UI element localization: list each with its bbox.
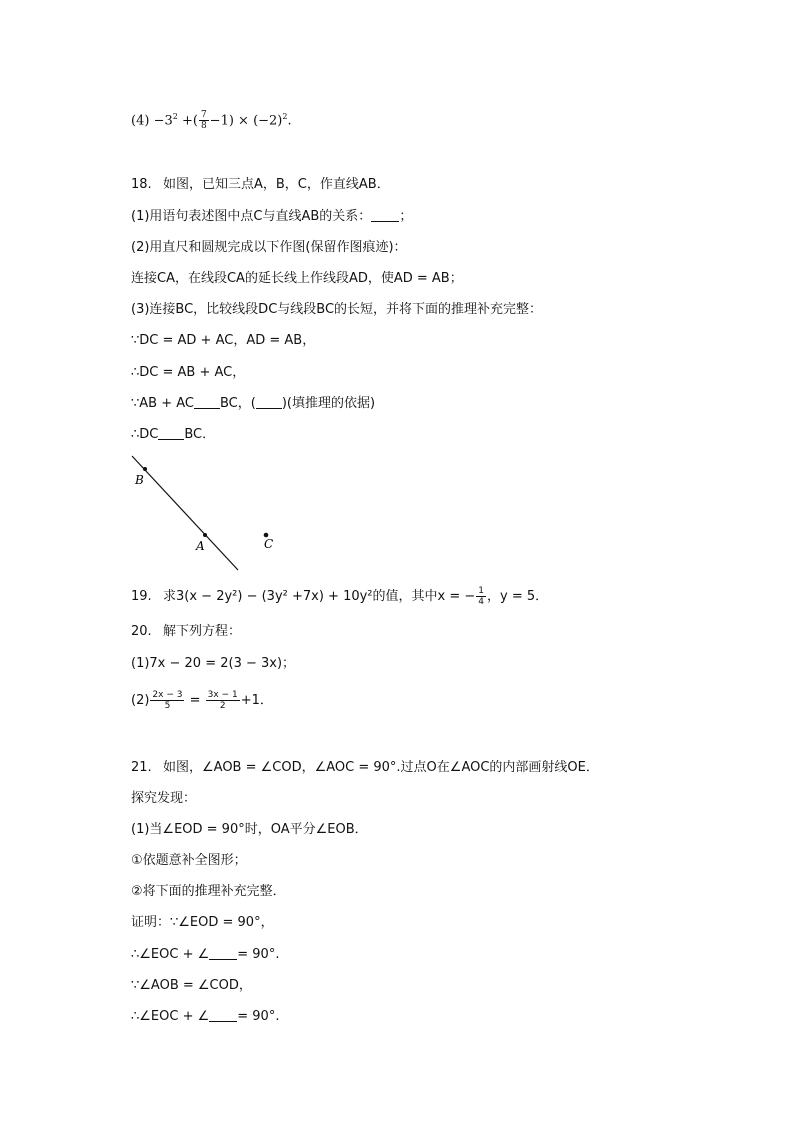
q18-line-6: ∴DC = AB + AC， <box>131 365 246 380</box>
line-ab <box>132 456 238 570</box>
q21-line-8 <box>131 1008 279 1026</box>
sub-label: (4) <box>131 113 150 129</box>
problem-17-4 <box>131 108 292 131</box>
exponent: 2 <box>282 112 288 121</box>
label-b: B <box>135 473 144 487</box>
equals-sign: = <box>189 693 201 708</box>
q18-line-3: 连接CA，在线段CA的延长线上作线段AD，使AD = AB； <box>131 271 463 286</box>
q21-line-2: (1)当∠EOD = 90°时，OA平分∠EOB． <box>131 822 368 837</box>
text: BC． <box>184 427 216 442</box>
label-a: A <box>196 539 205 553</box>
text: (1)用语句表述图中点C与直线AB的关系： <box>131 209 372 224</box>
question-text: ，y = 5． <box>487 589 549 604</box>
denominator: 5 <box>164 701 171 711</box>
answer-blank[interactable] <box>209 946 237 960</box>
numerator: 1 <box>478 586 484 596</box>
denominator: 8 <box>200 121 207 132</box>
text: ∴∠EOC + ∠ <box>131 947 210 962</box>
text: = 90°. <box>237 1009 280 1024</box>
q21-line-3: ①依题意补全图形； <box>131 853 247 868</box>
q20-title <box>131 623 241 641</box>
q18-line-1 <box>131 208 412 226</box>
numerator: 7 <box>200 110 207 121</box>
text: )(填推理的依据) <box>281 396 376 411</box>
q21-line-1: 探究发现： <box>131 791 197 806</box>
question-text: 如图，已知三点A，B，C，作直线AB． <box>163 177 390 192</box>
q18-figure <box>126 452 286 574</box>
period: . <box>287 113 292 129</box>
q18-line-5: ∵DC = AD + AC，AD = AB， <box>131 333 316 348</box>
question-number: 21. <box>131 760 152 775</box>
sub-label: (2) <box>131 693 150 708</box>
text: = 90°. <box>237 947 280 962</box>
answer-blank[interactable] <box>256 395 282 409</box>
q21-line-4: ②将下面的推理补充完整． <box>131 884 286 899</box>
q18-line-2: (2)用直尺和圆规完成以下作图(保留作图痕迹)： <box>131 240 407 255</box>
q18-line-8 <box>131 426 215 444</box>
fraction <box>206 690 240 711</box>
numerator: 3x − 1 <box>207 690 238 700</box>
text: ∵AB + AC <box>131 396 194 411</box>
text: +1． <box>240 693 273 708</box>
answer-blank[interactable] <box>371 208 399 222</box>
question-number: 20. <box>131 624 152 639</box>
q18-line-4: (3)连接BC，比较线段DC与线段BC的长短，并将下面的推理补充完整： <box>131 302 543 317</box>
q21-line-7: ∵∠AOB = ∠COD， <box>131 978 252 993</box>
fraction <box>199 110 209 131</box>
q19 <box>131 586 548 607</box>
q21-title <box>131 759 599 777</box>
exponent: 2 <box>172 112 178 121</box>
term: −3 <box>153 113 173 129</box>
answer-blank[interactable] <box>194 395 220 409</box>
answer-blank[interactable] <box>158 426 184 440</box>
question-number: 18. <box>131 177 152 192</box>
question-text: 如图，∠AOB = ∠COD，∠AOC = 90°.过点O在∠AOC的内部画射线OE． <box>163 760 599 775</box>
numerator: 2x − 3 <box>152 690 183 700</box>
label-c: C <box>264 537 274 551</box>
fraction <box>150 690 184 711</box>
fraction <box>476 586 486 607</box>
question-text: 解下列方程： <box>163 624 242 639</box>
operator: +( <box>181 113 198 129</box>
question-text: 求3(x − 2y²) − (3y² +7x) + 10y²的值，其中x = − <box>163 589 476 604</box>
denominator: 4 <box>478 597 484 607</box>
q20-line-1: (1)7x − 20 = 2(3 − 3x)； <box>131 656 296 671</box>
question-number: 19. <box>131 589 152 604</box>
q21-line-6 <box>131 946 279 964</box>
answer-blank[interactable] <box>209 1008 237 1022</box>
term: −1) × (−2) <box>209 113 283 129</box>
text: ∴∠EOC + ∠ <box>131 1009 210 1024</box>
text: ∴DC <box>131 427 159 442</box>
q21-line-5: 证明：∵∠EOD = 90°， <box>131 915 274 930</box>
q18-line-7 <box>131 395 375 413</box>
text: ； <box>399 209 413 224</box>
point-b <box>143 467 147 471</box>
q20-line-2 <box>131 690 273 711</box>
denominator: 2 <box>219 701 226 711</box>
q18-title <box>131 176 390 194</box>
point-a <box>203 533 207 537</box>
text: BC，( <box>219 396 256 411</box>
